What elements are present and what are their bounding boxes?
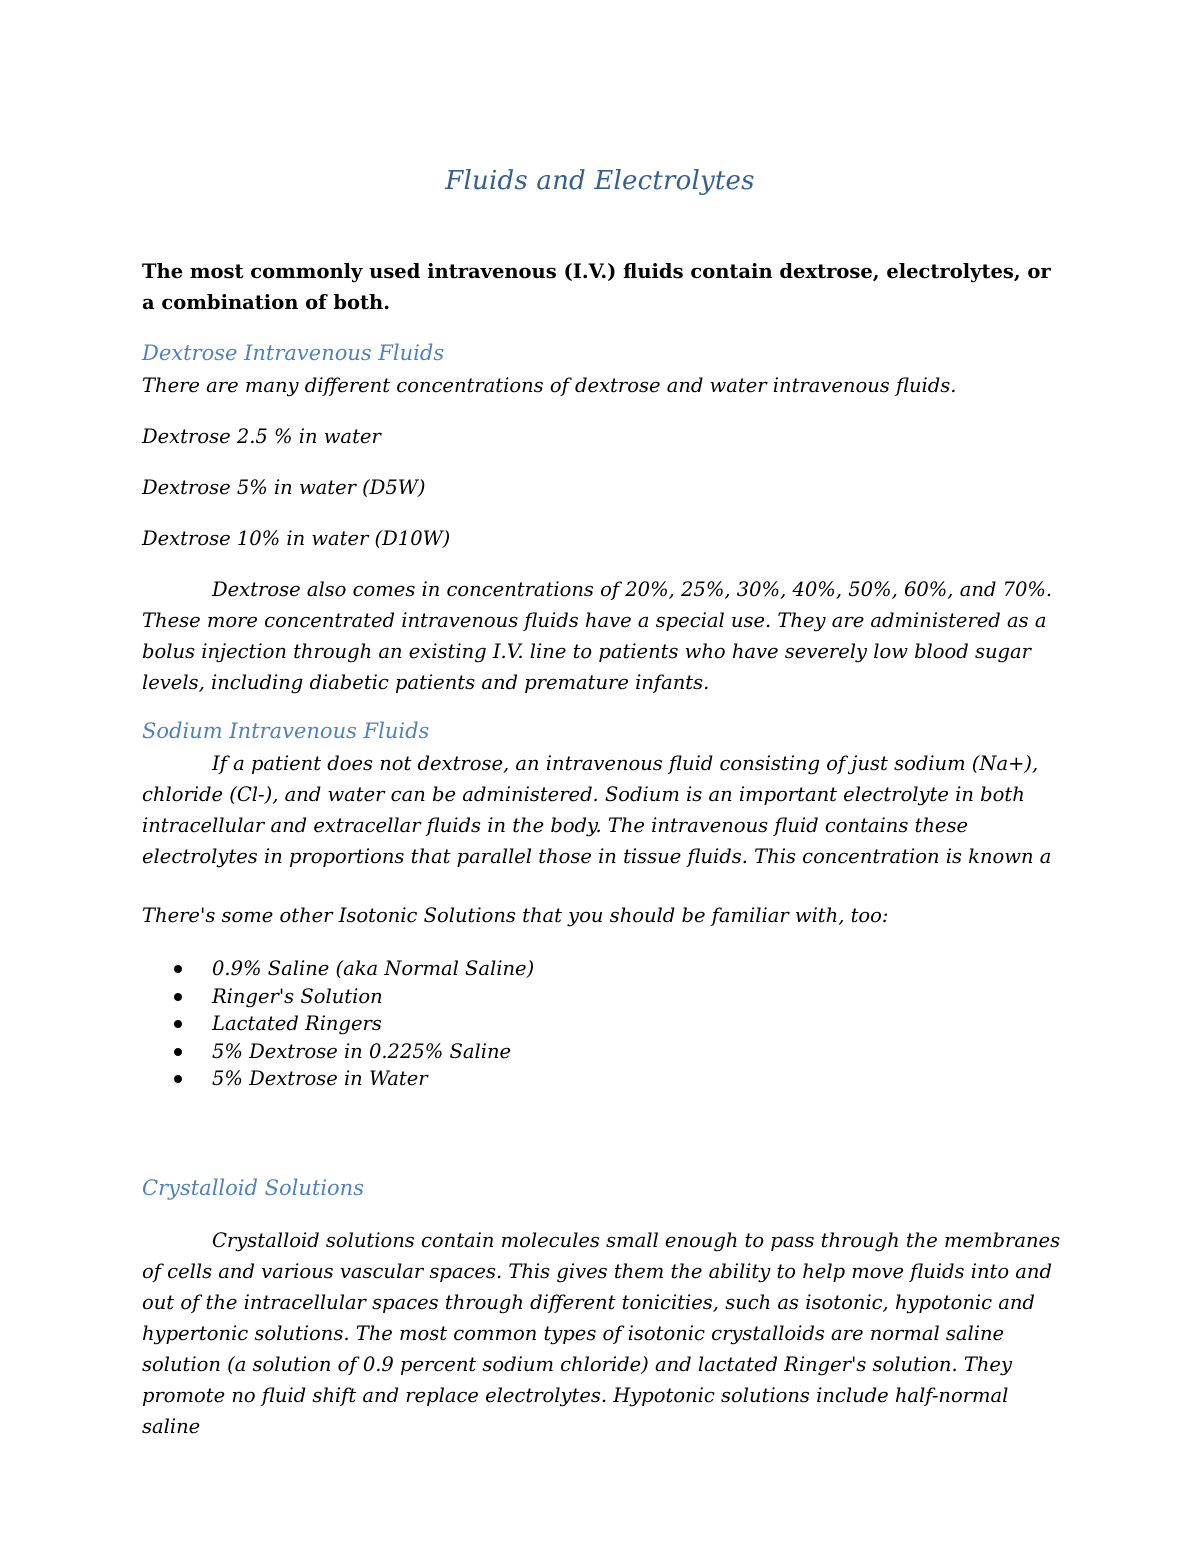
dextrose-item: Dextrose 2.5 % in water — [142, 425, 381, 448]
sodium-paragraph: If a patient does not dextrose, an intravenous fluid consisting of just sodium (Na+), chloride (Cl-), and water can be administered. Sodium is an important electrolyte in both intracellular and extracellar fluids in the body. The intravenous fluid contains these electrolytes in proportions that parallel those in tissue fluids. This concentration is known a — [142, 752, 1052, 868]
list-item: 0.9% Saline (aka Normal Saline) — [212, 955, 1062, 983]
dextrose-lead: There are many different concentrations of dextrose and water intravenous fluids. — [142, 374, 957, 397]
list-item: Ringer's Solution — [212, 983, 1062, 1011]
bullet-icon — [174, 965, 182, 973]
page-title: Fluids and Electrolytes — [445, 166, 755, 196]
bullet-icon — [174, 1020, 182, 1028]
section-heading-crystalloid: Crystalloid Solutions — [142, 1175, 364, 1200]
dextrose-paragraph: Dextrose also comes in concentrations of 20%, 25%, 30%, 40%, 50%, 60%, and 70%. These more concentrated intravenous fluids have a special use. They are administered as a bolus injection through an existing I.V. line to patients who have severely low blood sugar levels, including diabetic patients and premature infants. — [142, 578, 1053, 694]
isotonic-lead: There's some other Isotonic Solutions that you should be familiar with, too: — [142, 904, 889, 927]
bullet-icon — [174, 993, 182, 1001]
bullet-icon — [174, 1048, 182, 1056]
isotonic-solutions-list — [142, 955, 1062, 1093]
section-heading-dextrose: Dextrose Intravenous Fluids — [142, 341, 445, 365]
list-item: Lactated Ringers — [212, 1010, 1062, 1038]
intro-paragraph: The most commonly used intravenous (I.V.) fluids contain dextrose, electrolytes, or a combination of both. — [142, 260, 1051, 314]
list-item: 5% Dextrose in 0.225% Saline — [212, 1038, 1062, 1066]
section-heading-sodium: Sodium Intravenous Fluids — [142, 719, 430, 743]
dextrose-item: Dextrose 10% in water (D10W) — [142, 527, 451, 550]
crystalloid-paragraph: Crystalloid solutions contain molecules small enough to pass through the membranes of cells and various vascular spaces. This gives them the ability to help move fluids into and out of the intracellular spaces through different tonicities, such as isotonic, hypotonic and hypertonic solutions. The most common types of isotonic crystalloids are normal saline solution (a solution of 0.9 percent sodium chloride) and lactated Ringer's solution. They promote no fluid shift and replace electrolytes. Hypotonic solutions include half-normal saline — [142, 1228, 1061, 1438]
list-item: 5% Dextrose in Water — [212, 1065, 1062, 1093]
dextrose-item: Dextrose 5% in water (D5W) — [142, 476, 426, 499]
document-body — [142, 256, 1062, 1442]
bullet-icon — [174, 1075, 182, 1083]
